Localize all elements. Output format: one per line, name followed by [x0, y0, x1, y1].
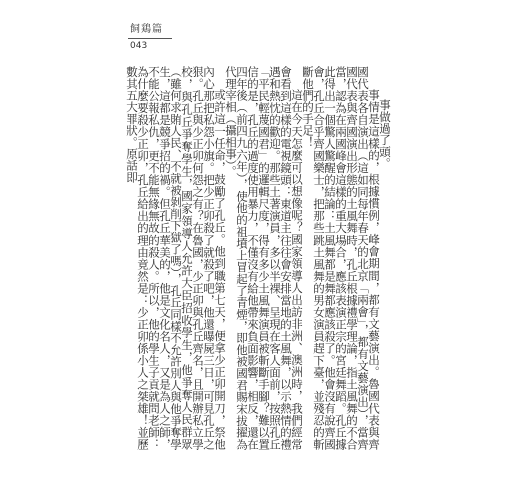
paragraph-1: 事情是這樣的，根據慣例，峰會期間，都有文藝演出。魯國代表與齊國代表各自演出（這如同每年春天的北京「兩會」，都有文藝演出），當齊國代表與齊國演出形態的土風舞時，孔丘根據禮學理論，指土風舞的不合當，認為在兩國峰會這樣的重大場合，應該表演正宗的宮廷舞蹈。孔丘據此得出一個驚人驚醒的結論：土風舞都是舞都應該殺了。他會沒有說齊國會，孔丘合乎齊國樂士，把那些跳土風舞的男女演員趕下臺，並殘忍的斬斷他們的手足！	[301, 66, 381, 450]
header-rule	[128, 38, 172, 39]
paragraph-2: 這在今天怎麼可以想像呢？國家領導人出訪非洲、澳洲時，我們經常會看到這樣的電視鏡頭：東道主往往會安排當地的土風舞，以示熱情的禮遇和熱忱的歡迎。那些土著演員，多以半裸、呈現在客人面前，按照孔丘「平民輕蔑國君」的邏輯尺度，得有多少土風舞演員被斬斷手腳？難以置信的是，孔丘的過度使用暴力，不僅沒有給他帶來負面影響，相反，還在四年後（前四九六年），使他的祖墳上冒起了青煙，即他被國君賜宋拔擢為代理宰相（攝相事）。	[224, 66, 304, 450]
vertical-body-text	[125, 66, 392, 450]
page-header	[130, 24, 163, 51]
heading-line: 事做過了頭。	[378, 99, 392, 170]
page-number: 043	[130, 41, 148, 51]
running-header-title: 飼鶏篇	[130, 24, 163, 35]
paragraph-3: 或許這一任命，鼓勵了孔丘。他到職第七天，便拿少正卯開刀，祭他內心那把私怨小旗。把少正卯殺了就殺了吧，他還曝屍三日，可見孔丘之狠。孔丘與少正卯何怨之有？在魯國，少正卯與孔丘齊名，且開辦私立學校，與孔丘爭奪學生，國家領導人允許大臣招收學生，他爭奪人民群眾（雖何求賄人民、不就被剝削下獄了嗎），孔丘同樣不允許別人與他爭奪學生，這都是競爭招的禍。但孔丘華美的，他是文化名人，又是為人之師，不能公報私仇，更不能無緣無故的殺人。所以，他的學生子貢就問老師：為什麼要殺少正卯，孔丘給出的理由竟然是：少正卯係小人之桀雄！並歷數其五大罪狀。原話即	[125, 66, 227, 450]
